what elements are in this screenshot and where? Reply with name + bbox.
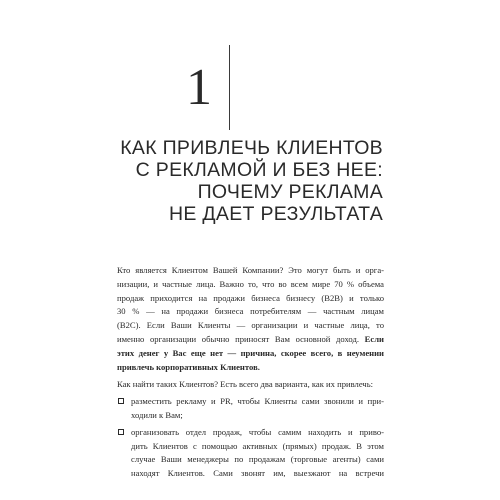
bullet-item (117, 395, 384, 423)
chapter-title-line: НЕ ДАЕТ РЕЗУЛЬТАТА (169, 203, 383, 225)
bold-text-line: привлечь корпоративных Клиентов. (117, 361, 260, 372)
bullet-item (117, 426, 384, 481)
text-line: продаж приходится на продажи бизнеса бизнесу (B2B) и только (117, 292, 384, 303)
chapter-divider-rule (229, 45, 230, 130)
text-line: Кто является Клиентом Вашей Компании? Это могут быть и орга- (117, 265, 384, 275)
paragraph-intro (117, 264, 384, 374)
checkbox-bullet-icon (118, 398, 124, 404)
text-line: случае Ваши менеджеры по продажам (торговые агенты) сами (131, 454, 384, 465)
bold-text-segment: Если (364, 333, 384, 344)
text-line: низации, и частные лица. Важно то, что во всем мире 70 % объема (117, 278, 384, 289)
chapter-title-line: С РЕКЛАМОЙ И БЕЗ НЕЕ: (135, 159, 383, 181)
text-line: ходили к Вам; (131, 409, 183, 420)
bold-text-line: этих денег у Вас еще нет — причина, скорее всего, в неумении (117, 347, 384, 358)
text-line: находят Клиентов. Сами звонят им, выезжают на встречи (131, 468, 384, 479)
text-line: разместить рекламу и PR, чтобы Клиенты сами звонили и при- (131, 396, 384, 407)
text-line: (B2C). Если Ваши Клиенты — организации и частные лица, то (117, 320, 384, 331)
chapter-number: 1 (186, 59, 212, 116)
checkbox-bullet-icon (118, 429, 124, 435)
text-line: 30 % — на продажи бизнеса потребителям — частным лицам (117, 306, 384, 317)
text-line: организовать отдел продаж, чтобы самим находить и приво- (131, 426, 384, 437)
text-line: Как найти таких Клиентов? Есть всего два варианта, как их привлечь: (117, 379, 374, 390)
text-line: дить Клиентов с помощью активных (прямых) продаж. В этом (131, 440, 384, 451)
chapter-title (120, 137, 383, 225)
chapter-title-line: ПОЧЕМУ РЕКЛАМА (197, 181, 383, 203)
paragraph-question (117, 378, 384, 392)
body-text (117, 264, 384, 481)
text-segment: именно организации обычно приносят Вам основной доход. (117, 333, 359, 344)
text-line (117, 333, 384, 347)
chapter-title-line: КАК ПРИВЛЕЧЬ КЛИЕНТОВ (120, 137, 383, 159)
